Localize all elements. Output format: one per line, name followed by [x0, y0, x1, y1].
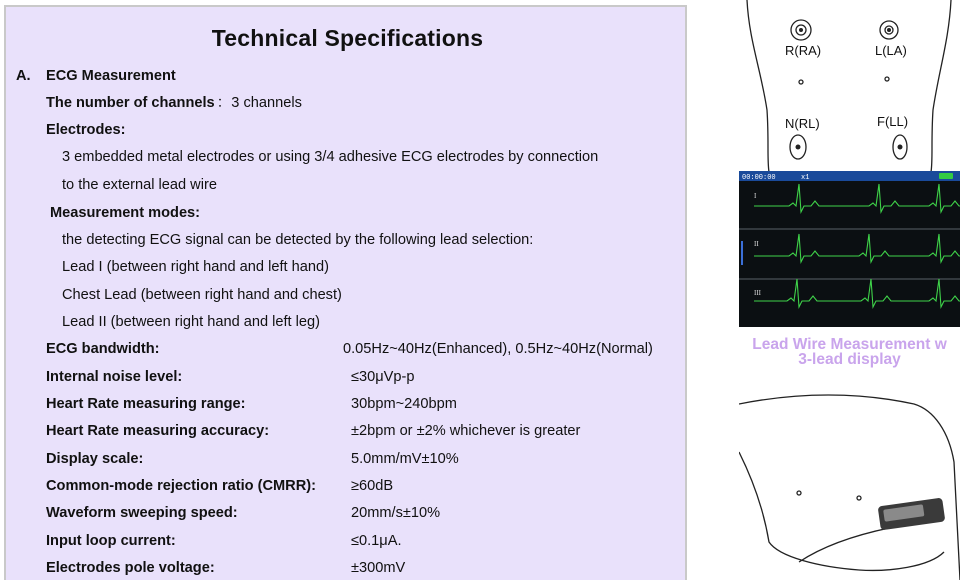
nipple-icon — [797, 491, 801, 495]
screen-zoom: x1 — [801, 174, 810, 182]
spec-label: Heart Rate measuring range: — [46, 396, 246, 412]
screen-time: 00:00:00 — [742, 174, 776, 182]
device-icon — [878, 498, 946, 531]
figure-caption — [727, 337, 960, 367]
electrodes-text-line1: 3 embedded metal electrodes or using 3/4 adhesive ECG electrodes by connection — [62, 149, 599, 165]
spec-value: ≤0.1μA. — [351, 533, 402, 549]
lead-label-iii: III — [754, 289, 761, 297]
nipple-icon — [885, 77, 889, 81]
lead-label-i: I — [754, 192, 757, 200]
spec-label: Display scale: — [46, 451, 144, 467]
channels-row — [46, 94, 302, 112]
torso-outline — [747, 0, 769, 172]
wrist-measurement-figure — [739, 392, 960, 580]
spec-value: 5.0mm/mV±10% — [351, 451, 459, 467]
section-letter: A. — [16, 68, 31, 84]
caption-line1: Lead Wire Measurement w — [752, 336, 947, 353]
section-heading: ECG Measurement — [46, 68, 176, 84]
mode-item: Lead II (between right hand and left leg) — [62, 314, 320, 330]
ecg-trace — [754, 279, 960, 307]
electrode-center-icon — [898, 145, 903, 150]
modes-intro: the detecting ECG signal can be detected by the following lead selection: — [62, 232, 534, 248]
arm-outline — [799, 527, 894, 562]
spec-panel — [4, 5, 687, 580]
spec-label: Heart Rate measuring accuracy: — [46, 423, 270, 439]
lead-label-ii: II — [754, 240, 759, 248]
nipple-icon — [799, 80, 803, 84]
spec-value: ≤30μVp-p — [351, 369, 415, 385]
electrodes-text-line2: to the external lead wire — [62, 177, 217, 193]
spec-value: 30bpm~240bpm — [351, 396, 457, 412]
page-title: Technical Specifications — [211, 25, 484, 51]
electrode-label-la: L(LA) — [875, 43, 907, 58]
mode-item: Chest Lead (between right hand and chest) — [62, 287, 342, 303]
spec-value: 20mm/s±10% — [351, 505, 441, 521]
spec-value: 0.05Hz~40Hz(Enhanced), 0.5Hz~40Hz(Normal) — [343, 341, 653, 357]
spec-label: Input loop current: — [46, 533, 176, 549]
electrodes-label: Electrodes: — [46, 122, 126, 138]
channels-separator: ： — [216, 95, 232, 111]
spec-label: Common-mode rejection ratio (CMRR): — [46, 478, 316, 494]
spec-value: ±300mV — [351, 560, 406, 576]
electrode-center-icon — [799, 28, 803, 32]
nipple-icon — [857, 496, 861, 500]
channels-label: The number of channels — [46, 95, 215, 111]
electrode-placement-figure — [739, 0, 960, 172]
electrode-center-icon — [887, 28, 891, 32]
caption-line2: 3-lead display — [798, 351, 901, 368]
torso-outline — [931, 0, 951, 172]
mode-item: Lead I (between right hand and left hand) — [62, 259, 329, 275]
spec-value: ≥60dB — [351, 478, 394, 494]
channels-value: 3 channels — [231, 95, 302, 111]
spec-label: Electrodes pole voltage: — [46, 560, 215, 576]
modes-label: Measurement modes: — [50, 205, 201, 221]
electrode-label-rl: N(RL) — [785, 116, 820, 131]
spec-label: ECG bandwidth: — [46, 341, 160, 357]
spec-value: ±2bpm or ±2% whichever is greater — [351, 423, 581, 439]
ecg-trace — [754, 234, 960, 262]
spec-label: Internal noise level: — [46, 369, 183, 385]
arm-outline — [739, 452, 859, 570]
marker-icon — [741, 241, 743, 265]
ecg-trace — [754, 184, 960, 212]
battery-icon — [939, 173, 953, 179]
electrode-center-icon — [796, 145, 801, 150]
electrode-label-ll: F(LL) — [877, 114, 909, 129]
electrode-label-ra: R(RA) — [785, 43, 822, 58]
hand-outline — [859, 552, 944, 570]
spec-label: Waveform sweeping speed: — [46, 505, 238, 521]
body-outline — [739, 395, 960, 580]
ecg-display-screen — [739, 171, 960, 327]
